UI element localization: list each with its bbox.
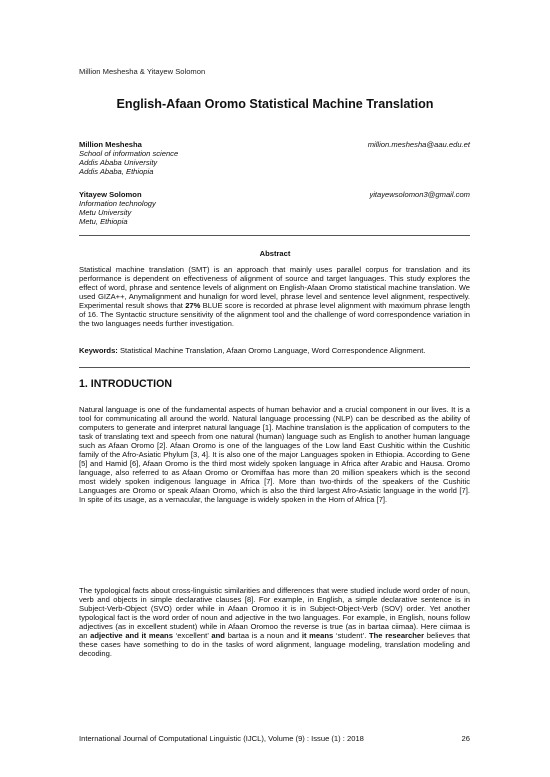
paragraph-bold-part: it means — [301, 631, 334, 641]
author-affiliation-line: Addis Ababa, Ethiopia — [79, 167, 154, 176]
author-affiliation-line: Addis Ababa University — [79, 158, 158, 167]
abstract-text-part: BLUE score is recorded at phrase level alignment with maximum phrase length of 16. The Syntactic structure sensitivity of the alignment tool and the challenge of word correspondence variation in the two languages needs further investigation. — [79, 301, 470, 329]
journal-citation: International Journal of Computational Linguistic (IJCL), Volume (9) : Issue (1) : 2018 — [79, 734, 364, 743]
page-footer — [79, 734, 470, 743]
paper-title: English-Afaan Oromo Statistical Machine Translation — [116, 97, 434, 111]
author-email[interactable]: million.meshesha@aau.edu.et — [367, 140, 470, 149]
author-affiliation-line: Information technology — [79, 199, 156, 208]
author-name: Yitayew Solomon — [79, 190, 142, 199]
paragraph-text-part: believes that these cases have something to do in the tasks of word alignment, language modeling, translation modeling and decoding. — [79, 631, 470, 659]
running-head: Million Meshesha & Yitayew Solomon — [79, 67, 206, 76]
paragraph-text-part: The typological facts about cross-linguistic similarities and differences that were studied include word order of noun, verb and objects in simple declarative clauses [8]. For example, in English, a simple declarative sentence is in Subject-Verb-Object (SVO) order while in Afaan Oromoo it is in Subject-Object-Verb (SOV) order. Yet another typological fact is the word order of noun and adjective in the two languages. For example, in English, nouns follow adjectives (as in excellent student) while in Afaan Oromoo the reverse is true (as in bartaa ciimaa). Here ciimaa is an — [79, 586, 470, 641]
paragraph-text-part: ‘student’. — [333, 631, 370, 641]
body-paragraph: Natural language is one of the fundamental aspects of human behavior and a crucial component in our lives. It is a tool for communicating all around the world. Natural language processing (NLP) can be described as the ability of computers to generate and interpret natural language [1]. Machine translation is the application of computers to the task of translating text and speech from one natural (human) language such as English to another human language such as Afaan Oromo [2]. Afaan Oromo is one of the languages of the Low land East Cushitic within the Cushitic family of the Afro-Asiatic Phylum [3, 4]. It is also one of the major Languages spoken in Ethiopia. According to Gene [5] and Hamid [6], Afaan Oromo is the third most widely spoken language in Africa after Arabic and Hausa. Oromo language, also referred to as Afaan Oromo or Oromiffaa has more than 20 million speakers which is the second most widely spoken indigenous language in Africa [7]. More than two-thirds of the speakers of the Cushitic Languages are Oromo or speak Afaan Oromo, which is also the third largest Afro-Asiatic language in the world [7]. In spite of its usage, as a vernacular, the language is widely spoken in the Horn of Africa [7]. — [79, 405, 470, 505]
paragraph-bold-part: adjective and it means — [90, 631, 173, 641]
keywords-label: Keywords: — [79, 346, 118, 355]
paragraph-text-part: ‘excellent’ — [172, 631, 212, 641]
abstract-text — [79, 265, 470, 328]
paragraph-text-part: bartaa is a noun and — [224, 631, 302, 641]
paragraph-bold-part: The researcher — [369, 631, 425, 641]
keywords-text: Statistical Machine Translation, Afaan Oromo Language, Word Correspondence Alignment. — [117, 346, 426, 355]
abstract-heading: Abstract — [259, 249, 291, 258]
abstract-bold-value: 27% — [185, 301, 201, 311]
abstract-text-part: Statistical machine translation (SMT) is an approach that mainly uses parallel corpus for translation and its performance is dependent on effectiveness of alignment of source and target languages. This study explores the effect of word, phrase and sentence levels of alignment on English-Afaan Oromo statistical machine translation. We used GIZA++, Anymalignment and hunalign for word level, phrase level and sentence level alignment, respectively. Experimental result shows that — [79, 265, 470, 311]
divider — [79, 367, 470, 368]
author-affiliation-line: Metu, Ethiopia — [79, 217, 128, 226]
author-name: Million Meshesha — [79, 140, 142, 149]
author-block-1 — [79, 140, 470, 176]
divider — [79, 235, 470, 236]
author-email[interactable]: yitayewsolomon3@gmail.com — [369, 190, 470, 199]
section-heading: 1. INTRODUCTION — [79, 378, 172, 390]
keywords — [79, 346, 470, 355]
paragraph-bold-part: and — [211, 631, 225, 641]
page-number: 26 — [461, 734, 470, 743]
author-affiliation-line: Metu University — [79, 208, 132, 217]
body-paragraph — [79, 586, 470, 658]
author-block-2 — [79, 190, 470, 226]
author-affiliation-line: School of information science — [79, 149, 179, 158]
